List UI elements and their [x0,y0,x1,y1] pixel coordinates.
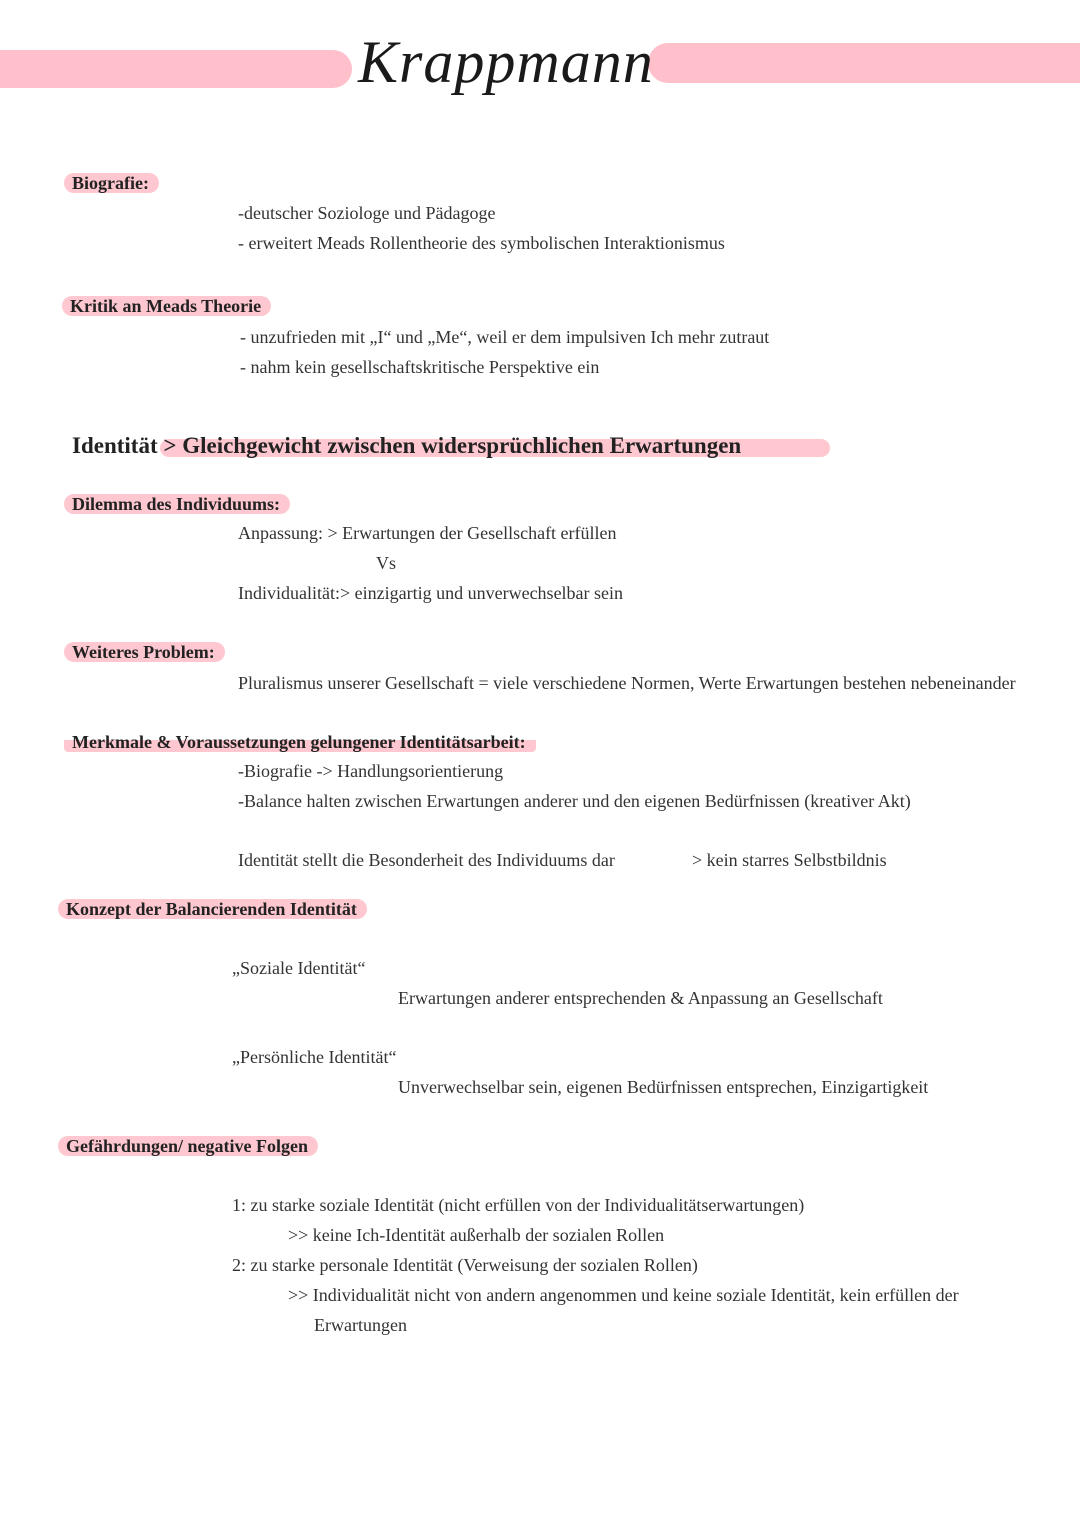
konzept-heading: Konzept der Balancierenden Identität [58,899,367,919]
header-bar-left [0,50,352,88]
header-bar-right [648,43,1080,83]
merkmale-statement: Identität stellt die Besonderheit des Individuums dar [238,850,615,870]
biografie-line-1: -deutscher Soziologe und Pädagoge [238,203,496,223]
merkmale-heading: Merkmale & Voraussetzungen gelungener Identitätsarbeit: [64,732,536,752]
kritik-line-1: - unzufrieden mit „I“ und „Me“, weil er dem impulsiven Ich mehr zutraut [240,327,770,347]
problem-line: Pluralismus unserer Gesellschaft = viele verschiedene Normen, Werte Erwartungen bestehen nebeneinander [238,673,1016,693]
identitaet-heading: Identität > Gleichgewicht zwischen widersprüchlichen Erwartungen [72,433,742,458]
merkmale-line-2: -Balance halten zwischen Erwartungen anderer und den eigenen Bedürfnissen (kreativer Akt) [238,791,911,811]
gefaehrdungen-item-1: 1: zu starke soziale Identität (nicht erfüllen von der Individualitätserwartungen) [232,1195,805,1215]
biografie-heading: Biografie: [64,173,159,193]
merkmale-line-1: -Biografie -> Handlungsorientierung [238,761,504,781]
gefaehrdungen-item-2: 2: zu starke personale Identität (Verweisung der sozialen Rollen) [232,1255,698,1275]
konzept-sozial-desc: Erwartungen anderer entsprechenden & Anpassung an Gesellschaft [398,988,883,1008]
page-title: Krappmann [358,29,654,95]
kritik-heading: Kritik an Meads Theorie [62,296,271,316]
merkmale-statement-note: > kein starres Selbstbildnis [692,850,887,870]
konzept-persoenlich-desc: Unverwechselbar sein, eigenen Bedürfnissen entsprechen, Einzigartigkeit [398,1077,929,1097]
konzept-persoenlich-label: „Persönliche Identität“ [232,1047,397,1067]
gefaehrdungen-item-2-sub-a: >> Individualität nicht von andern angenommen und keine soziale Identität, kein erfüllen der [288,1285,959,1305]
problem-heading: Weiteres Problem: [64,642,225,662]
dilemma-heading: Dilemma des Individuums: [64,494,290,514]
konzept-sozial-label: „Soziale Identität“ [232,958,366,978]
kritik-line-2: - nahm kein gesellschaftskritische Perspektive ein [240,357,600,377]
biografie-line-2: - erweitert Meads Rollentheorie des symbolischen Interaktionismus [238,233,725,253]
dilemma-line-2: Individualität:> einzigartig und unverwechselbar sein [238,583,624,603]
dilemma-line-1: Anpassung: > Erwartungen der Gesellschaft erfüllen [238,523,617,543]
gefaehrdungen-heading: Gefährdungen/ negative Folgen [58,1136,318,1156]
gefaehrdungen-item-2-sub-b: Erwartungen [314,1315,407,1335]
gefaehrdungen-item-1-sub: >> keine Ich-Identität außerhalb der sozialen Rollen [288,1225,665,1245]
dilemma-vs: Vs [376,553,397,573]
